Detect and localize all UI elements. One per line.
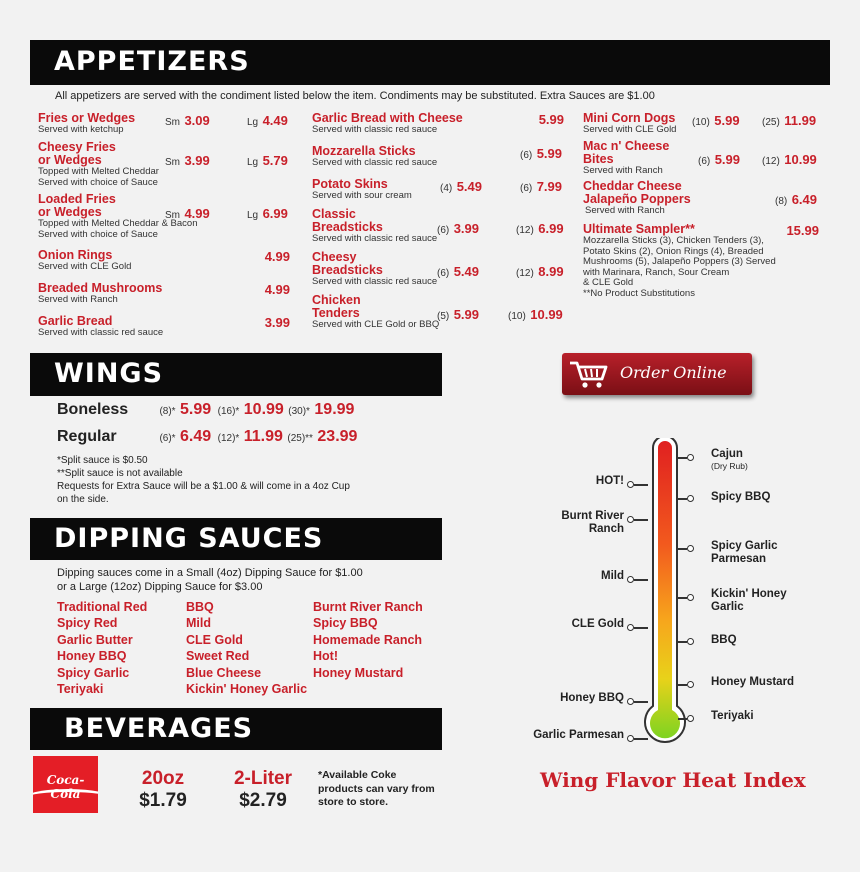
appetizers-note: All appetizers are served with the condiment listed below the item. Condiments may be substituted. Extra Sauces are $1.00 bbox=[55, 90, 655, 102]
beverage-20oz: 20oz $1.79 bbox=[139, 768, 187, 811]
wings-notes: *Split sauce is $0.50 **Split sauce is not available Requests for Extra Sauce will be a $1.00 & will come in a 4oz Cup on the side. bbox=[57, 455, 350, 505]
sauces-header bbox=[30, 518, 442, 560]
sauce-item: Teriyaki bbox=[57, 682, 104, 697]
heat-label-kickin-honey-garlic: Kickin' Honey Garlic bbox=[711, 588, 787, 613]
heat-label-cajun: Cajun (Dry Rub) bbox=[711, 448, 748, 471]
heat-label-hot: HOT! bbox=[595, 475, 624, 487]
menu-item: Chicken Tenders Served with CLE Gold or BBQ (5) 5.99 (10) 10.99 bbox=[312, 293, 563, 330]
sauce-item: Traditional Red bbox=[57, 600, 148, 614]
heat-label-honey-mustard: Honey Mustard bbox=[711, 676, 795, 688]
heat-label-mild: Mild bbox=[601, 570, 624, 582]
shopping-cart-icon bbox=[568, 359, 608, 394]
menu-item: Fries or Wedges Served with ketchup Sm 3.09 Lg 4.49 bbox=[38, 111, 288, 135]
wings-row-boneless: Boneless (8)* 5.99 (16)* 10.99 (30)* 19.99 bbox=[57, 401, 355, 418]
beverage-note: *Available Coke products can vary from store to store. bbox=[318, 769, 435, 808]
sauce-item: Kickin' Honey Garlic bbox=[186, 682, 308, 697]
heat-label-spicy-bbq: Spicy BBQ bbox=[711, 491, 771, 503]
wings-title: WINGS bbox=[54, 358, 164, 389]
menu-item: Potato Skins Served with sour cream (4) 5.49 (6) 7.99 bbox=[312, 177, 562, 201]
menu-item: Garlic Bread Served with classic red sauce 3.99 bbox=[38, 314, 290, 338]
menu-item: Onion Rings Served with CLE Gold 4.99 bbox=[38, 248, 290, 272]
order-online-button[interactable] bbox=[562, 353, 752, 395]
heat-label-burnt-river-ranch: Burnt River Ranch bbox=[561, 510, 624, 535]
heat-label-garlic-parmesan: Garlic Parmesan bbox=[533, 729, 624, 741]
menu-item: Mini Corn Dogs Served with CLE Gold (10) 5.99 (25) 11.99 bbox=[583, 111, 817, 135]
sauce-list-col2 bbox=[186, 599, 307, 697]
heat-label-bbq: BBQ bbox=[711, 634, 737, 646]
sauce-item: Homemade Ranch bbox=[313, 632, 423, 647]
sauce-list-col3 bbox=[313, 599, 423, 681]
menu-item: Mac n' Cheese Bites Served with Ranch (6) 5.99 (12) 10.99 bbox=[583, 139, 817, 176]
sauce-item: Garlic Butter bbox=[57, 632, 133, 647]
order-online-label: Order Online bbox=[620, 363, 727, 382]
sauce-item: Sweet Red bbox=[186, 649, 250, 664]
beverage-2-liter: 2-Liter $2.79 bbox=[233, 768, 293, 811]
menu-item: Ultimate Sampler** Mozzarella Sticks (3), Chicken Tenders (3), Potato Skins (2), Onion Rings (4), Breaded Mushrooms (5), Jalapeño Poppers (3) Served with Marinara, Ranch, Sour Cream & CLE Gold **No Product Substitutions 15.99 bbox=[583, 222, 819, 299]
beverages-title: BEVERAGES bbox=[64, 713, 254, 744]
heat-label-teriyaki: Teriyaki bbox=[711, 710, 754, 722]
sauce-item: Blue Cheese bbox=[186, 665, 262, 680]
heat-label-honey-bbq: Honey BBQ bbox=[560, 692, 624, 704]
menu-item: Garlic Bread with Cheese Served with classic red sauce 5.99 bbox=[312, 111, 564, 135]
sauce-item: Spicy Red bbox=[57, 616, 118, 631]
sauce-item: Mild bbox=[186, 616, 211, 631]
sauce-item: Spicy Garlic bbox=[57, 665, 130, 680]
coca-cola-logo: Coca-Cola bbox=[33, 756, 98, 813]
wings-row-regular: Regular (6)* 6.49 (12)* 11.99 (25)** 23.99 bbox=[57, 428, 358, 445]
beverages-header bbox=[30, 708, 442, 750]
sauce-item: Honey BBQ bbox=[57, 649, 127, 664]
menu-item: Mozzarella Sticks Served with classic red sauce (6) 5.99 bbox=[312, 144, 562, 168]
sauce-item: BBQ bbox=[186, 600, 214, 614]
menu-item: Cheddar Cheese Jalapeño Poppers Served with Ranch (8) 6.49 bbox=[583, 179, 817, 216]
menu-item: Cheesy Fries or Wedges Topped with Melted Cheddar Served with choice of Sauce Sm 3.99 Lg 5.79 bbox=[38, 140, 288, 188]
menu-item: Cheesy Breadsticks Served with classic red sauce (6) 5.49 (12) 8.99 bbox=[312, 250, 564, 287]
sauce-item: Spicy BBQ bbox=[313, 616, 378, 631]
sauces-note: Dipping sauces come in a Small (4oz) Dipping Sauce for $1.00 or a Large (12oz) Dipping Sauce for $3.00 bbox=[57, 567, 363, 593]
sauce-item: Burnt River Ranch bbox=[313, 600, 423, 614]
appetizers-title: APPETIZERS bbox=[54, 46, 250, 77]
menu-item: Breaded Mushrooms Served with Ranch 4.99 bbox=[38, 281, 290, 305]
heat-label-cle-gold: CLE Gold bbox=[571, 618, 624, 630]
appetizers-header bbox=[30, 40, 830, 85]
wings-header bbox=[30, 353, 442, 396]
menu-item: Classic Breadsticks Served with classic red sauce (6) 3.99 (12) 6.99 bbox=[312, 207, 564, 244]
sauce-item: Honey Mustard bbox=[313, 665, 404, 680]
sauce-item: CLE Gold bbox=[186, 632, 243, 647]
heat-label-spicy-garlic-parmesan: Spicy Garlic Parmesan bbox=[711, 540, 778, 565]
sauce-list-col1 bbox=[57, 599, 147, 697]
menu-item: Loaded Fries or Wedges Topped with Melted Cheddar & Bacon Served with choice of Sauce Sm 4.99 Lg 6.99 bbox=[38, 192, 288, 240]
heat-index-title: Wing Flavor Heat Index bbox=[540, 768, 806, 792]
sauce-item: Hot! bbox=[313, 649, 338, 664]
sauces-title: DIPPING SAUCES bbox=[54, 523, 324, 554]
